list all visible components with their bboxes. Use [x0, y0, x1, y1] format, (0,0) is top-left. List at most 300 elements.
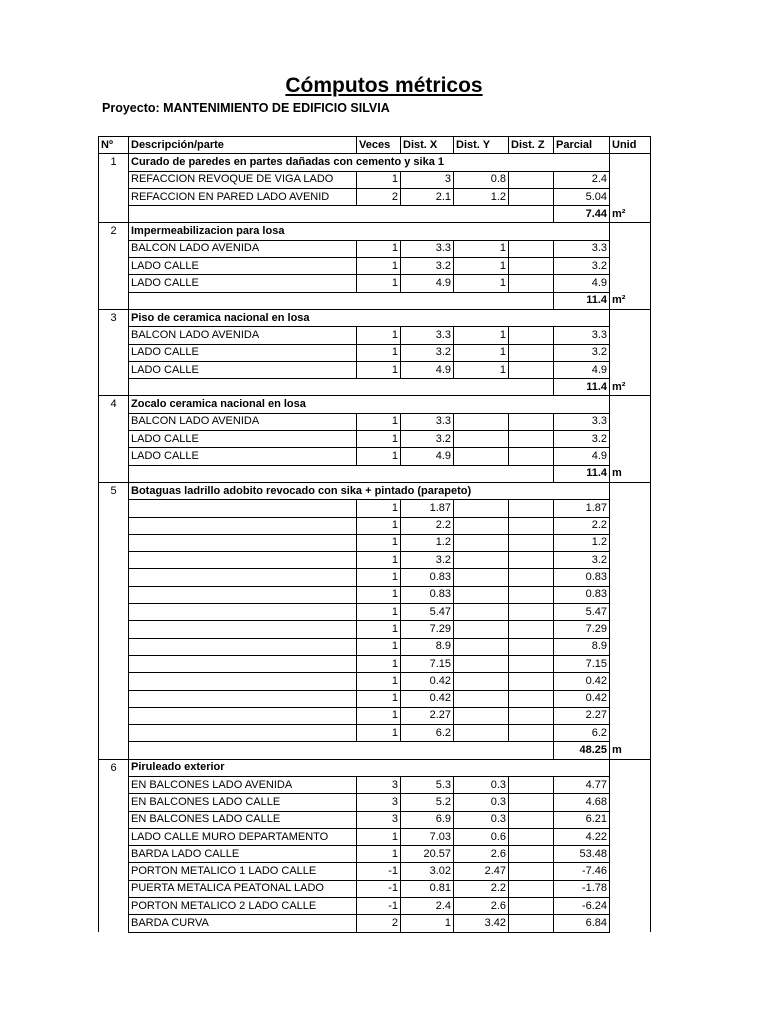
unit-cell: [610, 309, 651, 326]
table-row: [99, 171, 651, 188]
dist-x-cell: 7.29: [401, 621, 454, 638]
veces-cell: 1: [357, 828, 401, 845]
header-row: [99, 137, 651, 154]
header-description: Descripción/parte: [129, 137, 357, 154]
description-cell: [129, 621, 357, 638]
unit-cell: [610, 361, 651, 378]
dist-x-cell: 4.9: [401, 448, 454, 465]
num-cell: [99, 240, 129, 257]
dist-y-cell: [454, 500, 509, 517]
veces-cell: 1: [357, 569, 401, 586]
parcial-cell: 3.2: [554, 431, 610, 448]
item-number: 4: [99, 396, 129, 413]
item-title-row: [99, 309, 651, 326]
page-title: Cómputos métricos: [285, 74, 483, 97]
table-row: [99, 915, 651, 932]
table-row: [99, 846, 651, 863]
num-cell: [99, 171, 129, 188]
parcial-cell: -1.78: [554, 880, 610, 897]
dist-y-cell: 1: [454, 361, 509, 378]
dist-x-cell: 5.3: [401, 776, 454, 793]
num-cell: [99, 776, 129, 793]
num-cell: [99, 863, 129, 880]
unit-cell: [610, 586, 651, 603]
dist-y-cell: [454, 655, 509, 672]
veces-cell: 1: [357, 171, 401, 188]
dist-y-cell: [454, 586, 509, 603]
dist-z-cell: [509, 880, 554, 897]
table-row: [99, 776, 651, 793]
num-cell: [99, 880, 129, 897]
veces-cell: 2: [357, 188, 401, 205]
dist-y-cell: 1: [454, 327, 509, 344]
veces-cell: 1: [357, 604, 401, 621]
total-spacer: [129, 742, 554, 759]
dist-z-cell: [509, 811, 554, 828]
dist-x-cell: 1: [401, 915, 454, 932]
dist-z-cell: [509, 240, 554, 257]
unit-cell: [610, 621, 651, 638]
description-cell: LADO CALLE: [129, 448, 357, 465]
num-cell: [99, 292, 129, 309]
dist-y-cell: [454, 431, 509, 448]
veces-cell: 1: [357, 725, 401, 742]
dist-z-cell: [509, 448, 554, 465]
dist-x-cell: 3.3: [401, 413, 454, 430]
unit-cell: [610, 396, 651, 413]
table-row: [99, 552, 651, 569]
num-cell: [99, 361, 129, 378]
parcial-cell: 3.2: [554, 552, 610, 569]
item-number: 3: [99, 309, 129, 326]
description-cell: [129, 725, 357, 742]
table-row: [99, 621, 651, 638]
parcial-cell: 6.21: [554, 811, 610, 828]
dist-y-cell: [454, 552, 509, 569]
unit-cell: [610, 655, 651, 672]
item-number: 5: [99, 482, 129, 499]
parcial-cell: 4.9: [554, 448, 610, 465]
dist-y-cell: [454, 673, 509, 690]
parcial-cell: 3.2: [554, 344, 610, 361]
dist-z-cell: [509, 534, 554, 551]
item-number: 1: [99, 154, 129, 171]
dist-x-cell: 8.9: [401, 638, 454, 655]
header-num: Nº: [99, 137, 129, 154]
total-spacer: [129, 206, 554, 223]
table-row: [99, 500, 651, 517]
parcial-cell: 6.84: [554, 915, 610, 932]
description-cell: LADO CALLE: [129, 361, 357, 378]
num-cell: [99, 413, 129, 430]
project-line: Proyecto: MANTENIMIENTO DE EDIFICIO SILVIA: [102, 101, 390, 115]
dist-x-cell: 3.2: [401, 552, 454, 569]
item-title: Piso de ceramica nacional en losa: [129, 309, 610, 326]
parcial-cell: 4.68: [554, 794, 610, 811]
table-row: [99, 725, 651, 742]
unit-cell: [610, 275, 651, 292]
dist-y-cell: [454, 621, 509, 638]
num-cell: [99, 828, 129, 845]
total-spacer: [129, 379, 554, 396]
num-cell: [99, 379, 129, 396]
table-row: [99, 448, 651, 465]
item-title-row: [99, 154, 651, 171]
item-number: 6: [99, 759, 129, 776]
dist-y-cell: [454, 534, 509, 551]
dist-z-cell: [509, 794, 554, 811]
table-row: [99, 517, 651, 534]
num-cell: [99, 742, 129, 759]
dist-z-cell: [509, 638, 554, 655]
parcial-cell: 5.04: [554, 188, 610, 205]
description-cell: [129, 638, 357, 655]
dist-y-cell: [454, 707, 509, 724]
dist-z-cell: [509, 898, 554, 915]
parcial-cell: 3.3: [554, 413, 610, 430]
dist-z-cell: [509, 500, 554, 517]
dist-x-cell: 3.2: [401, 431, 454, 448]
num-cell: [99, 811, 129, 828]
dist-x-cell: 20.57: [401, 846, 454, 863]
description-cell: [129, 690, 357, 707]
num-cell: [99, 707, 129, 724]
description-cell: [129, 707, 357, 724]
dist-y-cell: [454, 517, 509, 534]
unit-cell: [610, 534, 651, 551]
total-spacer: [129, 465, 554, 482]
unit-cell: [610, 413, 651, 430]
computation-sheet: [98, 136, 650, 933]
num-cell: [99, 586, 129, 603]
unit-cell: [610, 759, 651, 776]
item-title-row: [99, 396, 651, 413]
table-row: [99, 413, 651, 430]
parcial-cell: 53.48: [554, 846, 610, 863]
veces-cell: 3: [357, 794, 401, 811]
num-cell: [99, 517, 129, 534]
table-row: [99, 638, 651, 655]
table-row: [99, 863, 651, 880]
parcial-cell: 1.87: [554, 500, 610, 517]
total-value: 48.25: [554, 742, 610, 759]
unit-cell: [610, 327, 651, 344]
num-cell: [99, 275, 129, 292]
dist-y-cell: 0.3: [454, 794, 509, 811]
veces-cell: 1: [357, 655, 401, 672]
parcial-cell: 0.83: [554, 586, 610, 603]
parcial-cell: 4.22: [554, 828, 610, 845]
parcial-cell: 0.42: [554, 690, 610, 707]
dist-x-cell: 3.02: [401, 863, 454, 880]
dist-x-cell: 0.83: [401, 586, 454, 603]
dist-z-cell: [509, 361, 554, 378]
dist-y-cell: [454, 413, 509, 430]
num-cell: [99, 534, 129, 551]
table-row: [99, 361, 651, 378]
parcial-cell: 6.2: [554, 725, 610, 742]
total-value: 11.4: [554, 465, 610, 482]
unit-cell: [610, 569, 651, 586]
table-row: [99, 604, 651, 621]
total-unit: m: [610, 465, 651, 482]
unit-cell: [610, 500, 651, 517]
dist-x-cell: 3.3: [401, 327, 454, 344]
description-cell: [129, 604, 357, 621]
total-value: 11.4: [554, 379, 610, 396]
dist-y-cell: [454, 638, 509, 655]
dist-z-cell: [509, 569, 554, 586]
description-cell: EN BALCONES LADO AVENIDA: [129, 776, 357, 793]
unit-cell: [610, 690, 651, 707]
dist-z-cell: [509, 915, 554, 932]
unit-cell: [610, 638, 651, 655]
dist-x-cell: 4.9: [401, 361, 454, 378]
dist-x-cell: 2.2: [401, 517, 454, 534]
unit-cell: [610, 863, 651, 880]
veces-cell: 1: [357, 621, 401, 638]
dist-z-cell: [509, 413, 554, 430]
parcial-cell: 2.4: [554, 171, 610, 188]
dist-z-cell: [509, 171, 554, 188]
table-row: [99, 794, 651, 811]
description-cell: [129, 534, 357, 551]
num-cell: [99, 465, 129, 482]
veces-cell: 1: [357, 500, 401, 517]
total-row: [99, 206, 651, 223]
parcial-cell: 0.42: [554, 673, 610, 690]
veces-cell: 1: [357, 361, 401, 378]
table-row: [99, 327, 651, 344]
unit-cell: [610, 552, 651, 569]
table-row: [99, 811, 651, 828]
table-body: [99, 137, 651, 933]
table-row: [99, 690, 651, 707]
num-cell: [99, 206, 129, 223]
table-row: [99, 880, 651, 897]
table-row: [99, 586, 651, 603]
description-cell: BALCON LADO AVENIDA: [129, 327, 357, 344]
dist-z-cell: [509, 604, 554, 621]
veces-cell: 1: [357, 258, 401, 275]
dist-y-cell: [454, 569, 509, 586]
dist-z-cell: [509, 846, 554, 863]
dist-z-cell: [509, 621, 554, 638]
dist-y-cell: [454, 725, 509, 742]
dist-y-cell: 3.42: [454, 915, 509, 932]
dist-z-cell: [509, 863, 554, 880]
unit-cell: [610, 240, 651, 257]
dist-z-cell: [509, 188, 554, 205]
num-cell: [99, 725, 129, 742]
veces-cell: -1: [357, 880, 401, 897]
table-row: [99, 240, 651, 257]
dist-x-cell: 4.9: [401, 275, 454, 292]
dist-y-cell: 0.8: [454, 171, 509, 188]
total-row: [99, 465, 651, 482]
total-unit: m: [610, 742, 651, 759]
num-cell: [99, 690, 129, 707]
num-cell: [99, 344, 129, 361]
description-cell: [129, 552, 357, 569]
dist-x-cell: 7.15: [401, 655, 454, 672]
dist-x-cell: 3.3: [401, 240, 454, 257]
veces-cell: 1: [357, 327, 401, 344]
header-parcial: Parcial: [554, 137, 610, 154]
veces-cell: 2: [357, 915, 401, 932]
dist-x-cell: 3: [401, 171, 454, 188]
dist-z-cell: [509, 275, 554, 292]
description-cell: BARDA LADO CALLE: [129, 846, 357, 863]
veces-cell: -1: [357, 863, 401, 880]
description-cell: REFACCION REVOQUE DE VIGA LADO: [129, 171, 357, 188]
table-row: [99, 707, 651, 724]
veces-cell: 1: [357, 707, 401, 724]
table-row: [99, 828, 651, 845]
description-cell: [129, 673, 357, 690]
total-value: 7.44: [554, 206, 610, 223]
dist-z-cell: [509, 552, 554, 569]
item-title: Zocalo ceramica nacional en losa: [129, 396, 610, 413]
dist-y-cell: 1: [454, 240, 509, 257]
dist-y-cell: 1.2: [454, 188, 509, 205]
description-cell: PORTON METALICO 2 LADO CALLE: [129, 898, 357, 915]
description-cell: BALCON LADO AVENIDA: [129, 240, 357, 257]
parcial-cell: 8.9: [554, 638, 610, 655]
item-title-row: [99, 223, 651, 240]
total-unit: m²: [610, 292, 651, 309]
dist-x-cell: 2.1: [401, 188, 454, 205]
num-cell: [99, 448, 129, 465]
item-number: 2: [99, 223, 129, 240]
unit-cell: [610, 154, 651, 171]
dist-y-cell: 2.2: [454, 880, 509, 897]
unit-cell: [610, 604, 651, 621]
veces-cell: 1: [357, 413, 401, 430]
unit-cell: [610, 344, 651, 361]
unit-cell: [610, 258, 651, 275]
table-row: [99, 569, 651, 586]
veces-cell: 1: [357, 275, 401, 292]
table-row: [99, 188, 651, 205]
num-cell: [99, 188, 129, 205]
num-cell: [99, 655, 129, 672]
unit-cell: [610, 776, 651, 793]
dist-z-cell: [509, 327, 554, 344]
description-cell: PORTON METALICO 1 LADO CALLE: [129, 863, 357, 880]
description-cell: [129, 500, 357, 517]
dist-x-cell: 0.81: [401, 880, 454, 897]
description-cell: [129, 569, 357, 586]
dist-z-cell: [509, 707, 554, 724]
parcial-cell: -6.24: [554, 898, 610, 915]
num-cell: [99, 327, 129, 344]
veces-cell: 1: [357, 240, 401, 257]
total-value: 11.4: [554, 292, 610, 309]
num-cell: [99, 915, 129, 932]
dist-z-cell: [509, 725, 554, 742]
description-cell: BARDA CURVA: [129, 915, 357, 932]
total-row: [99, 292, 651, 309]
num-cell: [99, 638, 129, 655]
header-dist-x: Dist. X: [401, 137, 454, 154]
dist-z-cell: [509, 673, 554, 690]
dist-z-cell: [509, 690, 554, 707]
unit-cell: [610, 828, 651, 845]
dist-x-cell: 5.2: [401, 794, 454, 811]
unit-cell: [610, 223, 651, 240]
metrics-table: [98, 136, 651, 933]
table-row: [99, 275, 651, 292]
dist-x-cell: 0.83: [401, 569, 454, 586]
description-cell: EN BALCONES LADO CALLE: [129, 794, 357, 811]
parcial-cell: 4.77: [554, 776, 610, 793]
parcial-cell: 1.2: [554, 534, 610, 551]
table-row: [99, 431, 651, 448]
dist-z-cell: [509, 517, 554, 534]
num-cell: [99, 898, 129, 915]
parcial-cell: 2.27: [554, 707, 610, 724]
veces-cell: 1: [357, 690, 401, 707]
dist-y-cell: [454, 604, 509, 621]
table-row: [99, 344, 651, 361]
description-cell: EN BALCONES LADO CALLE: [129, 811, 357, 828]
unit-cell: [610, 448, 651, 465]
total-spacer: [129, 292, 554, 309]
dist-y-cell: 0.3: [454, 776, 509, 793]
unit-cell: [610, 880, 651, 897]
parcial-cell: 3.3: [554, 327, 610, 344]
num-cell: [99, 500, 129, 517]
unit-cell: [610, 517, 651, 534]
dist-x-cell: 0.42: [401, 673, 454, 690]
parcial-cell: -7.46: [554, 863, 610, 880]
unit-cell: [610, 811, 651, 828]
veces-cell: 3: [357, 776, 401, 793]
item-title: Curado de paredes en partes dañadas con cemento y sika 1: [129, 154, 610, 171]
dist-x-cell: 3.2: [401, 344, 454, 361]
unit-cell: [610, 171, 651, 188]
num-cell: [99, 258, 129, 275]
dist-x-cell: 6.9: [401, 811, 454, 828]
description-cell: BALCON LADO AVENIDA: [129, 413, 357, 430]
dist-y-cell: [454, 690, 509, 707]
total-unit: m²: [610, 379, 651, 396]
parcial-cell: 5.47: [554, 604, 610, 621]
description-cell: LADO CALLE: [129, 344, 357, 361]
unit-cell: [610, 431, 651, 448]
item-title: Botaguas ladrillo adobito revocado con sika + pintado (parapeto): [129, 482, 610, 499]
dist-x-cell: 1.87: [401, 500, 454, 517]
parcial-cell: 0.83: [554, 569, 610, 586]
veces-cell: 1: [357, 586, 401, 603]
dist-y-cell: 0.6: [454, 828, 509, 845]
description-cell: LADO CALLE: [129, 431, 357, 448]
num-cell: [99, 552, 129, 569]
table-row: [99, 655, 651, 672]
num-cell: [99, 846, 129, 863]
dist-x-cell: 7.03: [401, 828, 454, 845]
num-cell: [99, 621, 129, 638]
veces-cell: 1: [357, 344, 401, 361]
dist-z-cell: [509, 344, 554, 361]
num-cell: [99, 431, 129, 448]
parcial-cell: 2.2: [554, 517, 610, 534]
parcial-cell: 7.29: [554, 621, 610, 638]
dist-z-cell: [509, 828, 554, 845]
unit-cell: [610, 915, 651, 932]
veces-cell: 3: [357, 811, 401, 828]
